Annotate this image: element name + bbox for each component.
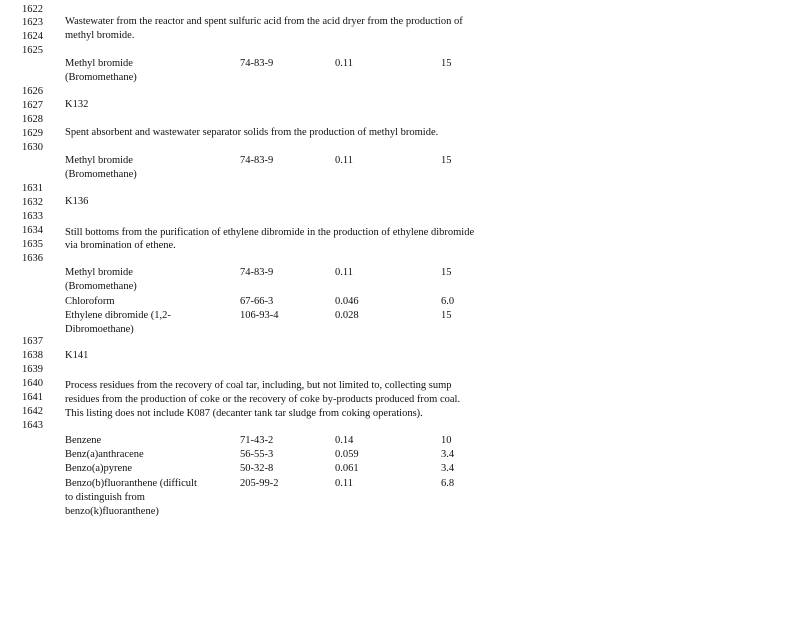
constituent-name: Benzo(a)pyrene	[65, 463, 133, 474]
cas-number: 71-43-2	[240, 435, 274, 446]
line-number: 1634	[22, 225, 43, 236]
line-number: 1629	[22, 128, 43, 139]
waste-description: Process residues from the recovery of coal tar, including, but not limited to, collecting sump	[65, 380, 452, 391]
waste-description: Wastewater from the reactor and spent sulfuric acid from the acid dryer from the production of	[65, 16, 463, 27]
waste-description: residues from the production of coke or the recovery of coke by-products produced from coal.	[65, 394, 461, 405]
line-number: 1631	[22, 183, 43, 194]
constituent-name: Dibromoethane)	[65, 324, 134, 335]
line-number: 1640	[22, 378, 43, 389]
line-number: 1642	[22, 406, 43, 417]
wastewater-value: 0.11	[335, 478, 353, 489]
wastewater-value: 0.059	[335, 449, 359, 460]
nonwastewater-value: 15	[441, 310, 452, 321]
line-number: 1626	[22, 86, 43, 97]
waste-description: This listing does not include K087 (decanter tank tar sludge from coking operations).	[65, 408, 423, 419]
constituent-name: Benz(a)anthracene	[65, 449, 144, 460]
line-number: 1637	[22, 336, 43, 347]
line-number: 1639	[22, 364, 43, 375]
wastewater-value: 0.061	[335, 463, 359, 474]
constituent-name: Methyl bromide	[65, 155, 133, 166]
line-number: 1636	[22, 253, 43, 264]
waste-code: K136	[65, 196, 89, 207]
constituent-name: Benzene	[65, 435, 102, 446]
wastewater-value: 0.11	[335, 155, 353, 166]
constituent-name: Methyl bromide	[65, 58, 133, 69]
nonwastewater-value: 15	[441, 155, 452, 166]
wastewater-value: 0.14	[335, 435, 354, 446]
line-number: 1623	[22, 17, 43, 28]
line-number: 1625	[22, 45, 43, 56]
line-number: 1627	[22, 100, 43, 111]
wastewater-value: 0.028	[335, 310, 359, 321]
constituent-name: Ethylene dibromide (1,2-	[65, 310, 171, 321]
line-number: 1635	[22, 239, 43, 250]
waste-description: methyl bromide.	[65, 30, 135, 41]
line-number: 1641	[22, 392, 43, 403]
cas-number: 67-66-3	[240, 296, 274, 307]
waste-description: Still bottoms from the purification of ethylene dibromide in the production of ethylene dibromide	[65, 227, 475, 238]
constituent-name: Chloroform	[65, 296, 115, 307]
wastewater-value: 0.046	[335, 296, 359, 307]
line-number: 1633	[22, 211, 43, 222]
waste-code: K141	[65, 350, 89, 361]
nonwastewater-value: 6.0	[441, 296, 455, 307]
constituent-name: Benzo(b)fluoranthene (difficult	[65, 478, 197, 489]
wastewater-value: 0.11	[335, 58, 353, 69]
nonwastewater-value: 3.4	[441, 449, 455, 460]
line-number: 1632	[22, 197, 43, 208]
constituent-name: Methyl bromide	[65, 267, 133, 278]
constituent-name: (Bromomethane)	[65, 72, 137, 83]
cas-number: 56-55-3	[240, 449, 274, 460]
constituent-name: benzo(k)fluoranthene)	[65, 506, 159, 517]
nonwastewater-value: 3.4	[441, 463, 455, 474]
constituent-name: to distinguish from	[65, 492, 145, 503]
line-number: 1630	[22, 142, 43, 153]
constituent-name: (Bromomethane)	[65, 169, 137, 180]
nonwastewater-value: 10	[441, 435, 452, 446]
constituent-name: (Bromomethane)	[65, 281, 137, 292]
line-number: 1624	[22, 31, 43, 42]
cas-number: 74-83-9	[240, 58, 274, 69]
cas-number: 74-83-9	[240, 267, 274, 278]
waste-description: via bromination of ethene.	[65, 240, 176, 251]
nonwastewater-value: 15	[441, 267, 452, 278]
waste-description: Spent absorbent and wastewater separator solids from the production of methyl bromide.	[65, 127, 439, 138]
line-number: 1622	[22, 4, 43, 15]
line-number: 1643	[22, 420, 43, 431]
nonwastewater-value: 15	[441, 58, 452, 69]
cas-number: 74-83-9	[240, 155, 274, 166]
cas-number: 205-99-2	[240, 478, 279, 489]
cas-number: 50-32-8	[240, 463, 274, 474]
wastewater-value: 0.11	[335, 267, 353, 278]
cas-number: 106-93-4	[240, 310, 279, 321]
line-number: 1628	[22, 114, 43, 125]
waste-code: K132	[65, 99, 89, 110]
nonwastewater-value: 6.8	[441, 478, 455, 489]
line-number: 1638	[22, 350, 43, 361]
